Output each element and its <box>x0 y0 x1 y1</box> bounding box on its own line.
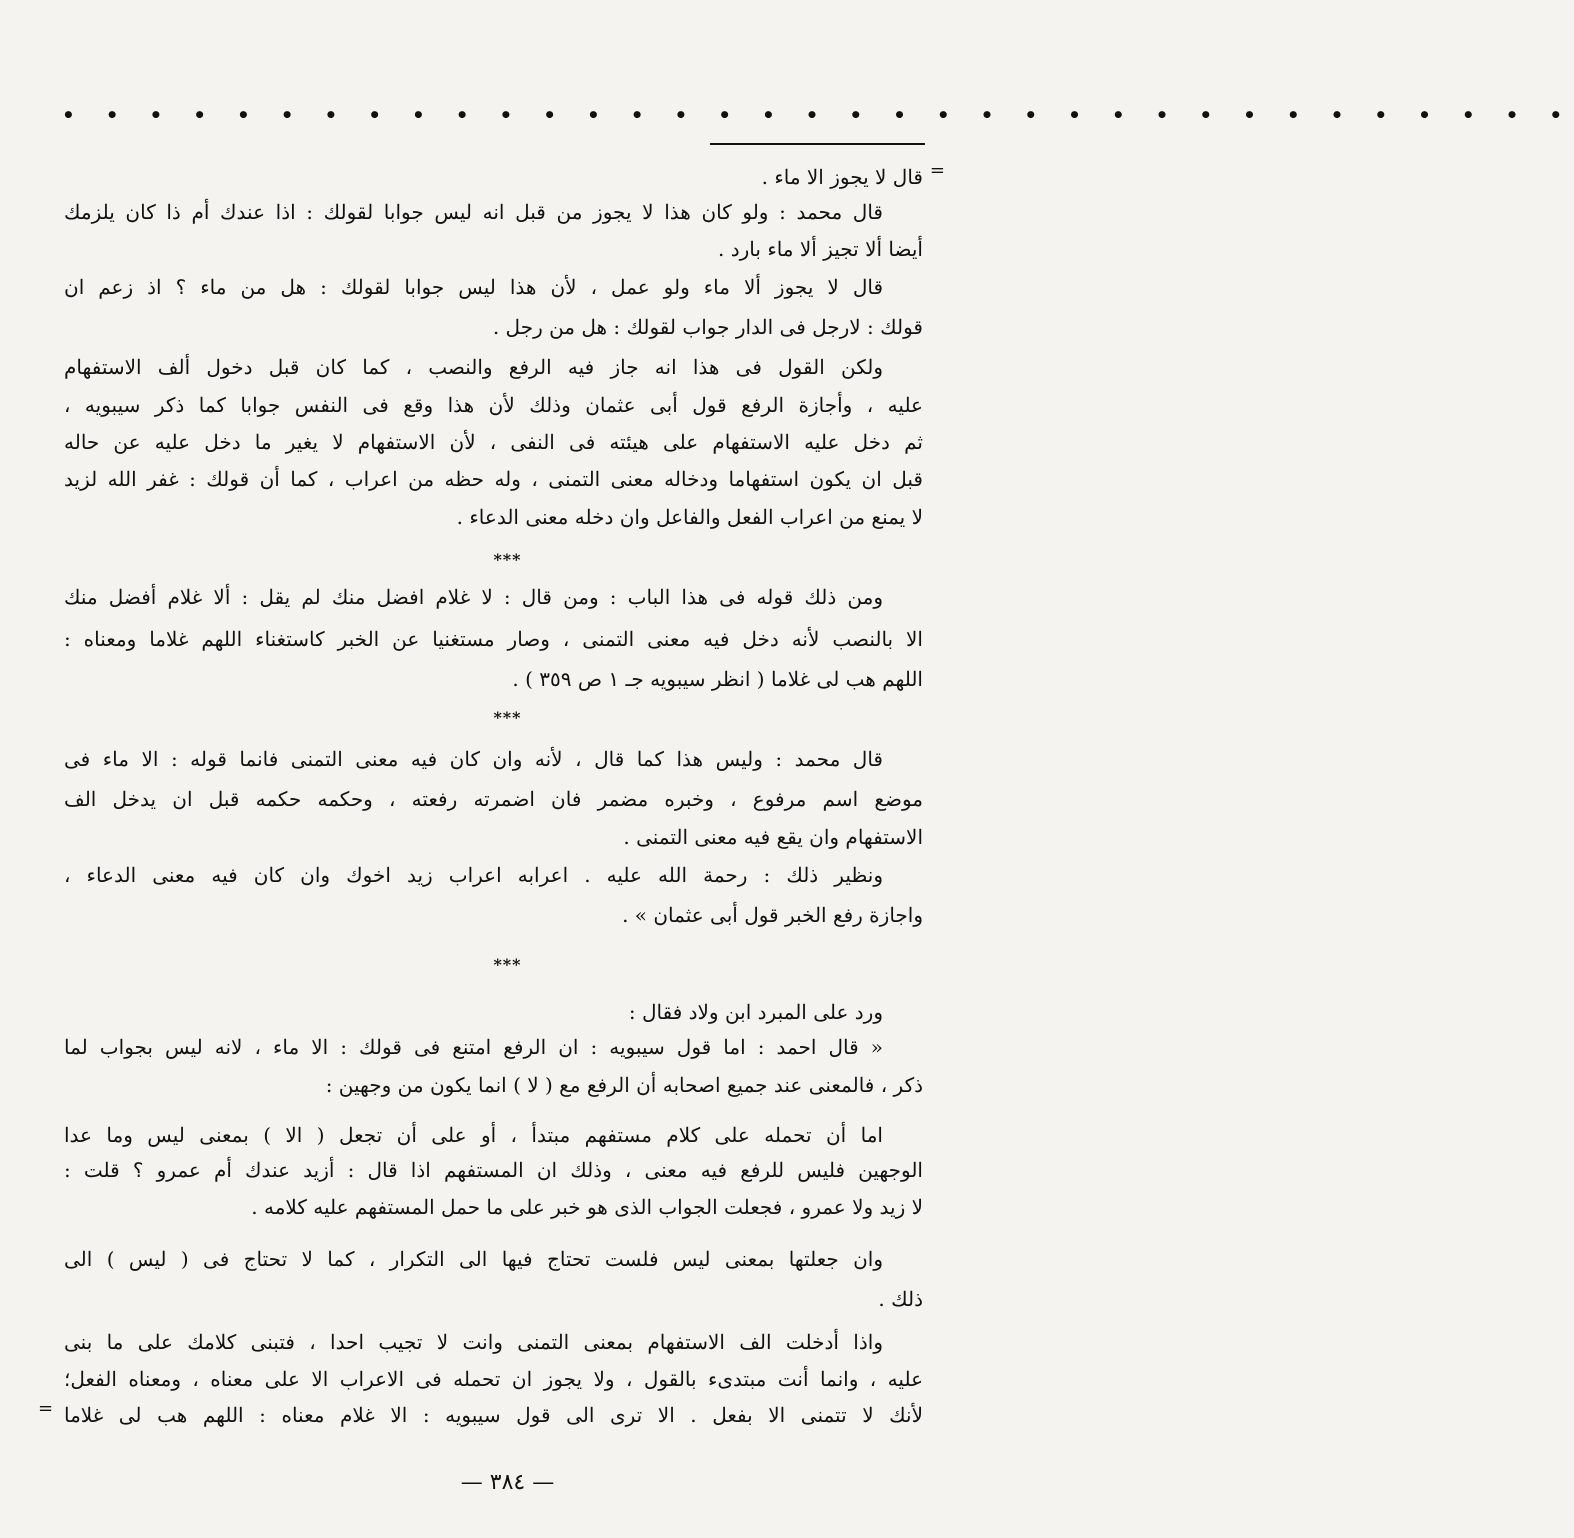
text-line: لا يمنع من اعراب الفعل والفاعل وان دخله معنى الدعاء . <box>456 505 923 529</box>
text-line: واجازة رفع الخبر قول أبى عثمان » . <box>622 903 923 927</box>
text-line: قولك : لارجل فى الدار جواب لقولك : هل من رجل . <box>492 315 923 339</box>
text-line: لا زيد ولا عمرو ، فجعلت الجواب الذى هو خبر على ما حمل المستفهم عليه كلامه . <box>251 1195 923 1219</box>
text-line: عليه ، وانما أنت مبتدىء بالقول ، ولا يجوز ان تحمله فى الاعراب الا على معناه ، ومعناه الفعل؛ <box>64 1367 923 1391</box>
text-line: ذكر ، فالمعنى عند جميع اصحابه أن الرفع مع ( لا ) انما يكون من وجهين : <box>325 1073 923 1097</box>
section-separator-stars: *** <box>493 955 522 974</box>
text-line: موضع اسم مرفوع ، وخبره مضمر فان اضمرته رفعته ، وحكمه حكمه قبل ان يدخل الف <box>64 787 923 811</box>
page-number: — ٣٨٤ — <box>460 1470 555 1495</box>
text-line: ولكن القول فى هذا انه جاز فيه الرفع والنصب ، كما كان قبل دخول ألف الاستفهام <box>64 355 883 379</box>
text-line: ورد على المبرد ابن ولاد فقال : <box>628 1000 883 1024</box>
line-text: لأنك لا تتمنى الا بفعل . الا ترى الى قول سيبويه : الا غلام معناه : اللهم هب لى غلاما <box>64 1403 923 1427</box>
text-line: قال محمد : وليس هذا كما قال ، لأنه وان كان فيه معنى التمنى فانما قوله : الا ماء فى <box>64 747 883 771</box>
text-line: وان جعلتها بمعنى ليس فلست تحتاج فيها الى التكرار ، كما لا تحتاج فى ( ليس ) الى <box>64 1247 883 1271</box>
text-line: الا بالنصب لأنه دخل فيه معنى التمنى ، وصار مستغنيا عن الخبر كاستغناء اللهم غلاما ومعناه : <box>64 627 923 651</box>
text-line: قبل ان يكون استفهاما ودخاله معنى التمنى ، وله حظه من اعراب ، كما أن قولك : غفر الله لزيد <box>64 467 923 491</box>
continuation-marker: = <box>929 160 945 181</box>
text-line: عليه ، وأجازة الرفع قول أبى عثمان وذلك لأن هذا وقع فى النفس جوابا كما ذكر سيبويه ، <box>64 393 923 417</box>
text-line: الاستفهام وان يقع فيه معنى التمنى . <box>623 825 923 849</box>
top-dotted-separator: • • • • • • • • • • • • • • • • • • • • • • • • • • • • • • • • • • • <box>62 103 1574 127</box>
footnote-rule <box>710 143 925 145</box>
text-line: قال محمد : ولو كان هذا لا يجوز من قبل انه ليس جوابا لقولك : اذا عندك أم ذا كان يلزمك <box>64 200 883 224</box>
text-line: واذا أدخلت الف الاستفهام بمعنى التمنى وانت لا تجيب احدا ، فتبنى كلامك على ما بنى <box>64 1330 883 1354</box>
text-line: قال لا يجوز ألا ماء ولو عمل ، لأن هذا ليس جوابا لقولك : هل من ماء ؟ اذ زعم ان <box>64 275 884 299</box>
text-line: ذلك . <box>878 1287 923 1311</box>
text-line: ونظير ذلك : رحمة الله عليه . اعرابه اعراب زيد اخوك وان كان فيه معنى الدعاء ، <box>64 863 883 887</box>
section-separator-stars: *** <box>493 550 522 569</box>
section-separator-stars: *** <box>493 708 522 727</box>
text-line: ثم دخل عليه الاستفهام على هيئته فى النفى ، لأن الاستفهام لا يغير ما دخل عليه عن حاله <box>64 430 923 454</box>
text-line: « قال احمد : اما قول سيبويه : ان الرفع امتنع فى قولك : الا ماء ، لانه ليس بجواب لما <box>64 1035 883 1059</box>
text-line <box>64 160 923 194</box>
line-text: قال لا يجوز الا ماء . <box>761 165 923 189</box>
text-line: ومن ذلك قوله فى هذا الباب : ومن قال : لا غلام افضل منك لم يقل : ألا غلام أفضل منك <box>64 585 883 609</box>
continuation-marker: = <box>38 1398 54 1419</box>
text-line: أيضا ألا تجيز ألا ماء بارد . <box>718 237 923 261</box>
text-line <box>64 1398 923 1432</box>
text-line: الوجهين فليس للرفع فيه معنى ، وذلك ان المستفهم اذا قال : أزيد عندك أم عمرو ؟ قلت : <box>64 1158 923 1182</box>
text-line: اللهم هب لى غلاما ( انظر سيبويه جـ ١ ص ٣٥٩ ) . <box>512 667 923 691</box>
text-line: اما أن تحمله على كلام مستفهم مبتدأ ، أو على أن تجعل ( الا ) بمعنى ليس وما عدا <box>64 1123 883 1147</box>
